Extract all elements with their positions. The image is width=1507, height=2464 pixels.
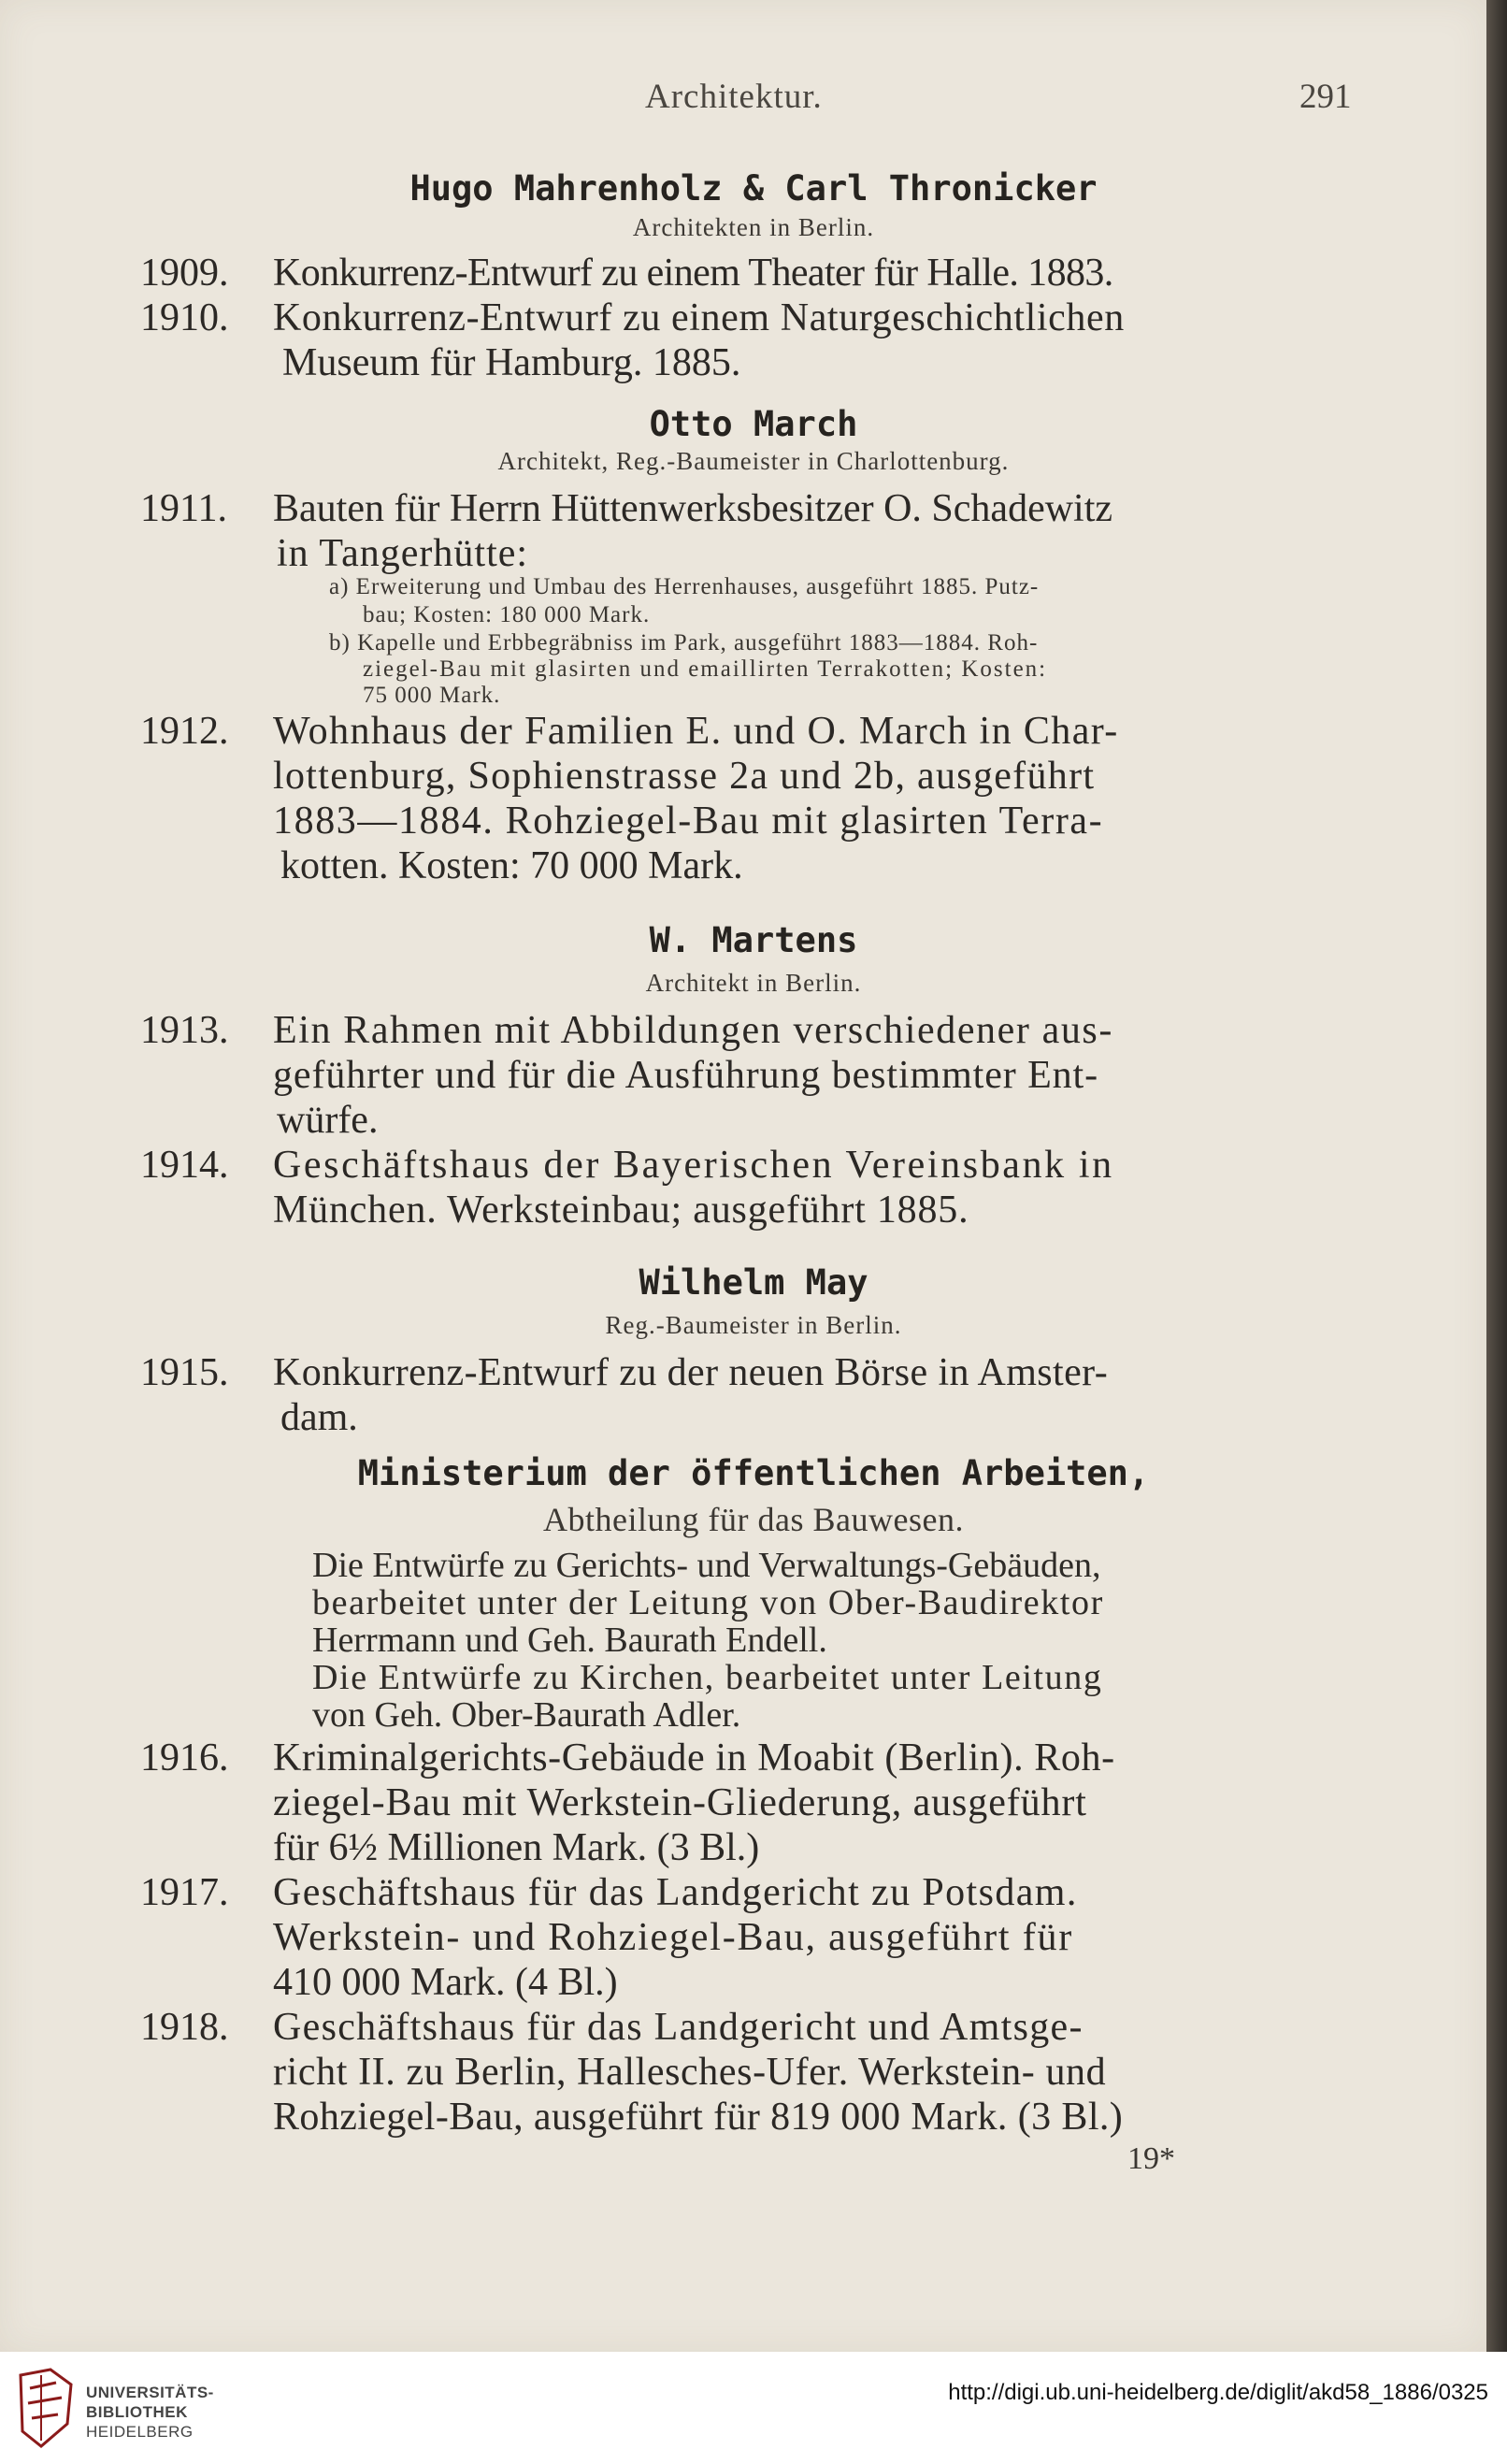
intro-text: Herrmann und Geh. Baurath Endell. bbox=[312, 1621, 827, 1660]
library-name: UNIVERSITÄTS- BIBLIOTHEK HEIDELBERG bbox=[86, 2384, 214, 2441]
intro-text: von Geh. Ober-Baurath Adler. bbox=[312, 1695, 741, 1735]
entry-text: geführter und für die Ausführung bestimmter Ent- bbox=[273, 1054, 1098, 1097]
footer-bar bbox=[0, 2352, 1507, 2464]
entry-number: 1917. bbox=[140, 1871, 229, 1914]
section-heading: Ministerium der öffentlichen Arbeiten, bbox=[357, 1453, 1150, 1493]
running-head-title: Architektur. bbox=[645, 78, 823, 116]
entry-text: Museum für Hamburg. 1885. bbox=[282, 341, 741, 384]
entry-text: in Tangerhütte: bbox=[277, 532, 529, 575]
page-number: 291 bbox=[1299, 78, 1352, 116]
entry-number: 1915. bbox=[140, 1351, 229, 1394]
entry-note: b) Kapelle und Erbbegräbniss im Park, ausgeführt 1883—1884. Roh- bbox=[329, 630, 1039, 656]
entry-number: 1918. bbox=[140, 2006, 229, 2049]
entry-note: a) Erweiterung und Umbau des Herrenhauses, ausgeführt 1885. Putz- bbox=[329, 574, 1040, 599]
entry-text: Geschäftshaus für das Landgericht und Amtsge- bbox=[273, 2006, 1084, 2049]
entry-text: Geschäftshaus der Bayerischen Vereinsbank in bbox=[273, 1144, 1114, 1187]
entry-note: 75 000 Mark. bbox=[363, 683, 501, 708]
entry-text: lottenburg, Sophienstrasse 2a und 2b, ausgeführt bbox=[273, 755, 1096, 798]
entry-number: 1913. bbox=[140, 1009, 229, 1052]
section-subheading: Reg.-Baumeister in Berlin. bbox=[605, 1311, 902, 1339]
entry-text: Kriminalgerichts-Gebäude in Moabit (Berlin). Roh- bbox=[273, 1736, 1115, 1780]
entry-note: ziegel-Bau mit glasirten und emaillirten Terrakotten; Kosten: bbox=[363, 656, 1048, 682]
entry-text: Wohnhaus der Familien E. und O. March in Char- bbox=[273, 710, 1119, 753]
source-url-link[interactable]: http://digi.ub.uni-heidelberg.de/diglit/akd58_1886/0325 bbox=[948, 2380, 1488, 2405]
entry-text: Geschäftshaus für das Landgericht zu Potsdam. bbox=[273, 1871, 1078, 1914]
entry-number: 1911. bbox=[140, 487, 227, 530]
entry-text: 1883—1884. Rohziegel-Bau mit glasirten Terra- bbox=[273, 800, 1104, 843]
section-subheading: Architekten in Berlin. bbox=[632, 213, 875, 241]
intro-text: Die Entwürfe zu Gerichts- und Verwaltungs-Gebäuden, bbox=[312, 1546, 1101, 1585]
entry-text: München. Werksteinbau; ausgeführt 1885. bbox=[273, 1189, 969, 1232]
entry-number: 1916. bbox=[140, 1736, 229, 1780]
entry-number: 1914. bbox=[140, 1144, 229, 1187]
section-heading: Otto March bbox=[649, 404, 858, 444]
section-subheading: Abtheilung für das Bauwesen. bbox=[543, 1501, 964, 1538]
entry-number: 1912. bbox=[140, 710, 229, 753]
entry-text: Ein Rahmen mit Abbildungen verschiedener aus- bbox=[273, 1009, 1113, 1052]
entry-text: dam. bbox=[280, 1396, 358, 1439]
entry-text: ziegel-Bau mit Werkstein-Gliederung, ausgeführt bbox=[273, 1781, 1087, 1824]
section-subheading: Architekt in Berlin. bbox=[645, 969, 862, 997]
entry-text: Konkurrenz-Entwurf zu einem Naturgeschichtlichen bbox=[273, 296, 1125, 339]
section-heading: W. Martens bbox=[649, 920, 858, 960]
entry-text: würfe. bbox=[277, 1099, 379, 1142]
entry-text: kotten. Kosten: 70 000 Mark. bbox=[280, 844, 743, 887]
entry-text: Konkurrenz-Entwurf zu der neuen Börse in Amster- bbox=[273, 1351, 1109, 1394]
library-seal-icon bbox=[13, 2366, 79, 2450]
section-heading: Hugo Mahrenholz & Carl Thronicker bbox=[409, 168, 1098, 209]
section-heading: Wilhelm May bbox=[639, 1262, 868, 1303]
entry-text: Rohziegel-Bau, ausgeführt für 819 000 Mark. (3 Bl.) bbox=[273, 2096, 1124, 2139]
signature-mark: 19* bbox=[1127, 2141, 1175, 2176]
intro-text: bearbeitet unter der Leitung von Ober-Baudirektor bbox=[312, 1583, 1104, 1622]
intro-text: Die Entwürfe zu Kirchen, bearbeitet unter Leitung bbox=[312, 1658, 1103, 1697]
book-edge bbox=[1486, 0, 1507, 2352]
entry-number: 1910. bbox=[140, 296, 229, 339]
entry-number: 1909. bbox=[140, 252, 229, 295]
entry-text: Konkurrenz-Entwurf zu einem Theater für Halle. 1883. bbox=[273, 252, 1113, 295]
section-subheading: Architekt, Reg.-Baumeister in Charlottenburg. bbox=[497, 447, 1010, 475]
entry-note: bau; Kosten: 180 000 Mark. bbox=[363, 602, 651, 627]
entry-text: Bauten für Herrn Hüttenwerksbesitzer O. Schadewitz bbox=[273, 487, 1113, 530]
entry-text: für 6½ Millionen Mark. (3 Bl.) bbox=[273, 1826, 760, 1869]
entry-text: richt II. zu Berlin, Hallesches-Ufer. Werkstein- und bbox=[273, 2051, 1107, 2094]
entry-text: 410 000 Mark. (4 Bl.) bbox=[273, 1961, 618, 2004]
entry-text: Werkstein- und Rohziegel-Bau, ausgeführt für bbox=[273, 1916, 1074, 1959]
